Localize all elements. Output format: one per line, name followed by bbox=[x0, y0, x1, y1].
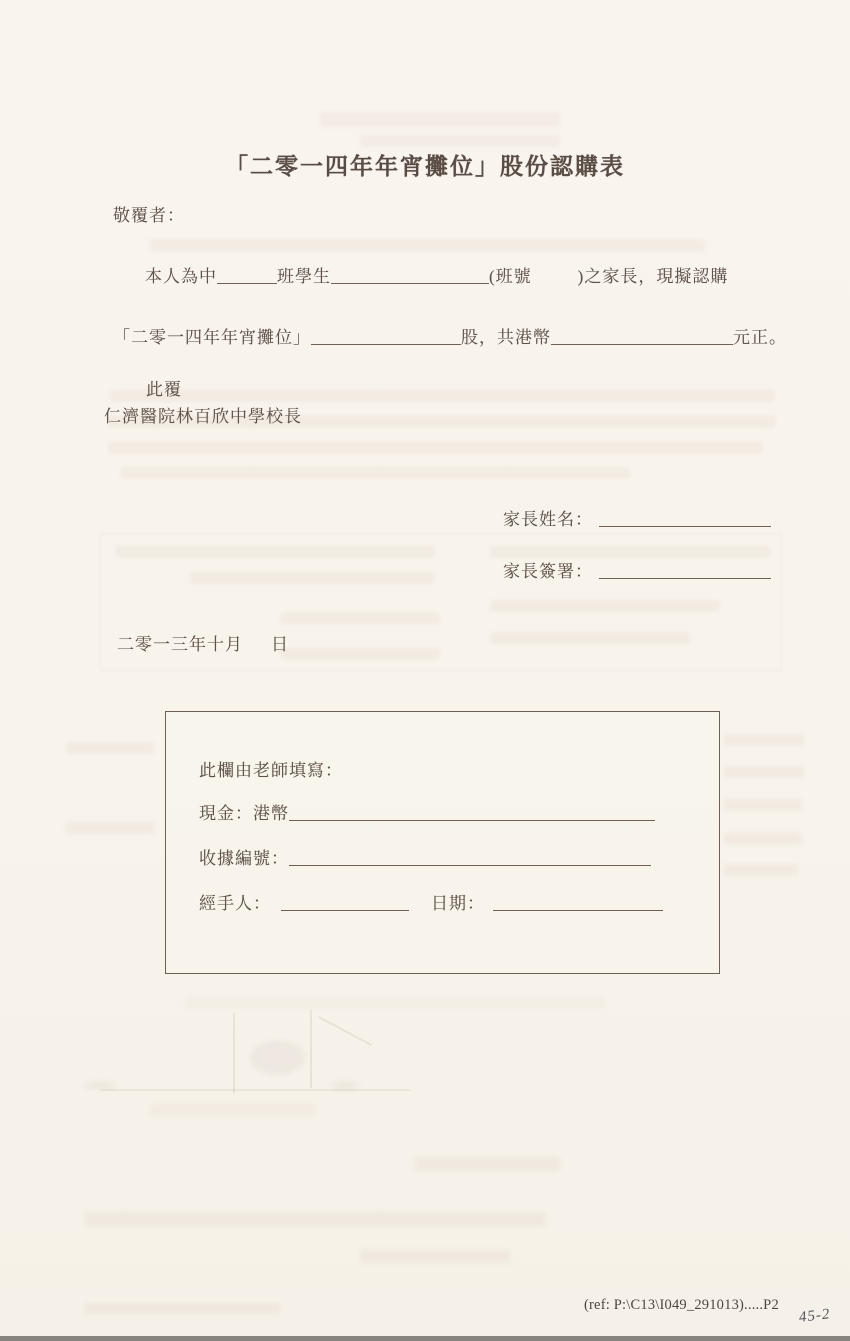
date-line bbox=[117, 630, 289, 655]
bleed-through-artifact bbox=[185, 997, 605, 1009]
bleed-through-artifact bbox=[108, 441, 763, 454]
form-title: 「二零一四年年宵攤位」股份認購表 bbox=[225, 154, 625, 179]
bleed-through-artifact bbox=[724, 799, 802, 811]
sketch-artifact bbox=[233, 1013, 235, 1093]
text-segment: 本人為中 bbox=[145, 267, 217, 286]
bleed-through-artifact bbox=[724, 864, 798, 876]
cash-line bbox=[289, 806, 655, 821]
receipt-no-line bbox=[289, 851, 651, 866]
bleed-through-artifact bbox=[490, 632, 690, 644]
bleed-through-artifact bbox=[66, 742, 154, 754]
teacher-use-box bbox=[165, 711, 720, 974]
bleed-through-artifact bbox=[85, 1303, 280, 1314]
bleed-through-artifact bbox=[724, 734, 804, 746]
handler-label: 經手人： bbox=[199, 894, 271, 913]
bleed-through-artifact bbox=[724, 766, 804, 778]
parent-name-row bbox=[503, 505, 771, 530]
text-segment: 「二零一四年年宵攤位」 bbox=[113, 328, 311, 347]
handwritten-page-number: 45-2 bbox=[798, 1306, 832, 1326]
body-line-1 bbox=[145, 262, 728, 287]
sketch-artifact bbox=[100, 1089, 410, 1091]
bleed-through-artifact bbox=[724, 833, 802, 845]
sketch-artifact bbox=[310, 1010, 312, 1088]
blank-shares-field bbox=[311, 330, 461, 345]
blank-student-name-field bbox=[331, 269, 489, 284]
handler-date-line bbox=[493, 896, 663, 911]
bleed-through-artifact bbox=[490, 600, 720, 612]
bleed-through-artifact bbox=[110, 389, 775, 402]
bleed-through-artifact bbox=[115, 545, 435, 558]
bleed-through-artifact bbox=[150, 239, 705, 252]
scan-bottom-edge bbox=[0, 1336, 850, 1341]
closing-phrase: 此覆 bbox=[146, 380, 182, 399]
bleed-through-artifact bbox=[66, 822, 154, 834]
parent-signature-line bbox=[599, 564, 771, 579]
sketch-artifact bbox=[84, 1081, 116, 1090]
handler-row bbox=[199, 889, 663, 914]
body-line-2 bbox=[113, 323, 787, 348]
blank-class-field bbox=[217, 269, 277, 284]
bleed-through-artifact bbox=[360, 1250, 510, 1263]
sketch-artifact bbox=[330, 1081, 360, 1090]
handler-date-label: 日期： bbox=[431, 894, 485, 913]
cash-label: 現金：港幣 bbox=[199, 804, 289, 823]
parent-signature-row bbox=[503, 557, 771, 582]
parent-name-line bbox=[599, 512, 771, 527]
school-principal-line: 仁濟醫院林百欣中學校長 bbox=[104, 407, 302, 426]
cash-row bbox=[199, 799, 655, 824]
teacher-box-heading: 此欄由老師填寫： bbox=[199, 761, 343, 780]
text-segment: (班號 bbox=[489, 267, 532, 286]
parent-signature-label: 家長簽署： bbox=[503, 562, 593, 581]
ref-text: (ref: P:\C13\I049_291013).....P2 bbox=[584, 1297, 779, 1313]
sketch-artifact bbox=[318, 1016, 372, 1046]
receipt-row bbox=[199, 844, 651, 869]
date-prefix: 二零一三年十月 bbox=[117, 635, 243, 654]
text-segment: 元正。 bbox=[733, 328, 787, 347]
text-segment: 股，共港幣 bbox=[461, 328, 551, 347]
date-suffix: 日 bbox=[271, 635, 289, 654]
bleed-through-artifact bbox=[280, 612, 440, 624]
bleed-through-artifact bbox=[280, 648, 440, 660]
blank-amount-field bbox=[551, 330, 733, 345]
bleed-through-artifact bbox=[360, 135, 560, 147]
sketch-artifact bbox=[250, 1040, 305, 1075]
bleed-through-artifact bbox=[190, 572, 435, 584]
parent-name-label: 家長姓名： bbox=[503, 510, 593, 529]
text-segment: )之家長，現擬認購 bbox=[577, 267, 729, 286]
bleed-through-artifact bbox=[150, 1103, 315, 1117]
receipt-no-label: 收據編號： bbox=[199, 849, 289, 868]
salutation: 敬覆者： bbox=[113, 206, 185, 225]
handler-line bbox=[281, 896, 409, 911]
bleed-through-artifact bbox=[120, 467, 630, 479]
text-segment: 班學生 bbox=[277, 267, 331, 286]
bleed-through-artifact bbox=[320, 112, 560, 127]
bleed-through-artifact bbox=[85, 1212, 545, 1226]
bleed-through-artifact bbox=[415, 1157, 560, 1171]
